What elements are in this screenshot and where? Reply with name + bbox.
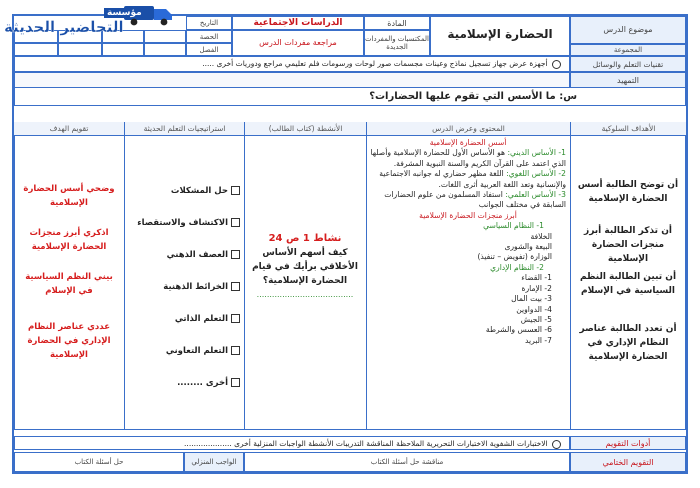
vocab-label: المكتسبات والمفردات الجديدة	[365, 35, 429, 51]
homework-label-cell	[184, 452, 244, 472]
strategy-item	[128, 218, 240, 250]
checkbox-icon[interactable]	[231, 186, 240, 195]
vocab-label-cell	[364, 30, 430, 56]
lesson-topic-label-cell	[570, 16, 686, 44]
list-item: 3- بيت المال	[511, 294, 552, 304]
strategy-item	[128, 346, 240, 378]
list-item: 6- العسس والشرطة	[485, 325, 552, 335]
evaluation-item: وضحي أسس الحضارة الإسلامية	[23, 184, 115, 208]
final-closing: مناقشة حل أسئلة الكتاب	[370, 458, 444, 466]
subject-label: المادة	[387, 19, 407, 28]
grid-cell	[58, 43, 102, 56]
final-closing-cell	[244, 452, 570, 472]
vocab-value: مراجعة مفردات الدرس	[259, 38, 337, 47]
list-item: البيعة والشورى	[504, 242, 552, 252]
checkbox-icon[interactable]	[231, 250, 240, 259]
date-label-cell	[186, 16, 232, 30]
radio-icon[interactable]	[552, 440, 561, 449]
lesson-topic-value: الحضارة الإسلامية	[447, 27, 553, 41]
activity-title: نشاط 1 ص 24	[268, 233, 342, 244]
grid-cell	[144, 43, 186, 56]
lesson-topic-label: موضوع الدرس	[603, 25, 653, 34]
content-p1-text: هو الأساس الأول للحضارة الإسلامية وأصلها الذي اعتمد على القرآن الكريم والسنة النبوية المشرفة.	[370, 148, 566, 168]
strategy-item	[128, 282, 240, 314]
column-divider	[570, 122, 571, 430]
political-heading: 1- النظام السياسي	[483, 221, 544, 231]
strategy-label: حل المشكلات	[170, 186, 228, 196]
strategy-label: الخرائط الذهنية	[163, 282, 228, 292]
assessment-text: الاختبارات الشفوية الاختبارات التحريرية الملاحظة المناقشة التدريبات الأنشطة الواجبات المنزلية أخرى ....................	[184, 439, 548, 448]
strategy-item	[128, 314, 240, 346]
tools-text: أجهزة عرض جهاز تسجيل نماذج وعينات مجسمات صور لوحات ورسومات فلم تعليمي مراجع ودوريات أخرى .....	[202, 59, 548, 68]
strategy-label: أخرى ........	[177, 378, 228, 388]
objective-item: أن تعدد الطالبة عناصر النظام الإداري في الحضارة الإسلامية	[579, 324, 677, 362]
objective-item: أن توضح الطالبة أسس الحضارة الإسلامية	[577, 180, 679, 204]
intro-label-cell	[570, 72, 686, 88]
subject-cell	[232, 16, 364, 30]
col-header-strategies: استراتيجيات التعلم الحديثة	[124, 122, 244, 136]
political-list	[370, 232, 566, 263]
content-p1-label: 1- الأساس الديني:	[507, 148, 566, 158]
checkbox-icon[interactable]	[231, 218, 240, 227]
subject-value: الدراسات الاجتماعية	[253, 18, 343, 28]
period-label-cell	[186, 30, 232, 43]
tools-label-cell	[570, 56, 686, 72]
column-divider	[366, 122, 367, 430]
strategy-item	[128, 250, 240, 282]
list-item: 4- الدواوين	[516, 304, 552, 314]
checkbox-icon[interactable]	[231, 282, 240, 291]
strategy-label: التعلم الذاتي	[174, 314, 228, 324]
column-divider	[244, 122, 245, 430]
checkbox-icon[interactable]	[231, 378, 240, 387]
content-p2-label: 2- الأساس اللغوي:	[506, 169, 566, 179]
strategy-item	[128, 186, 240, 218]
col-header-activity: الأنشطة (كتاب الطالب)	[244, 122, 366, 136]
date-label: التاريخ	[199, 19, 219, 27]
logo	[4, 0, 182, 38]
assessment-cell	[14, 436, 570, 450]
strategy-label: التعلم التعاوني	[165, 346, 228, 356]
col-header-evaluation: تقويم الهدف	[14, 122, 124, 136]
tools-label: تقنيات التعلم والوسائل	[592, 60, 664, 69]
subject-label-cell	[364, 16, 430, 30]
list-item: 2- الإمارة	[521, 283, 552, 293]
content-p1	[370, 148, 566, 169]
content-heading: أسس الحضارة الإسلامية	[429, 138, 507, 147]
list-item: 1- القضاء	[521, 273, 552, 283]
activity-dots: ......................................	[256, 290, 354, 299]
list-item: الوزارة (تفويض – تنفيذ)	[477, 252, 552, 262]
grid-cell	[102, 43, 144, 56]
col-header-content: المحتوى وعرض الدرس	[366, 122, 570, 136]
content-p3-text: استفاد المسلمون من علوم الحضارات السابقة في مختلف الجوانب	[384, 190, 566, 210]
list-item: 5- الجيش	[520, 314, 552, 324]
group-label: المجموعة	[613, 46, 643, 54]
homework-cell	[14, 452, 184, 472]
group-label-cell	[570, 44, 686, 56]
assessment-items	[15, 437, 569, 450]
vocab-cell	[232, 30, 364, 56]
content-p2	[370, 169, 566, 190]
content-p2-text: اللغة مظهر حضاري له جوانبه الاجتماعية والإنسانية وتعد اللغة العربية أثرى اللغات.	[379, 169, 566, 189]
achievements-heading: أبرز منجزات الحضارة الإسلامية	[419, 210, 517, 220]
class-label-cell	[186, 43, 232, 56]
strategies-column	[128, 186, 240, 410]
evaluation-item: عددي عناصر النظام الإداري في الحضارة الإسلامية	[27, 322, 111, 360]
class-label: الفصل	[199, 46, 219, 54]
activity-column	[248, 232, 362, 299]
lesson-topic-cell	[430, 16, 570, 56]
content-column	[370, 138, 566, 346]
admin-heading: 2- النظام الإداري	[490, 262, 544, 272]
objectives-column	[572, 178, 684, 364]
evaluation-item: بيني النظم السياسية في الإسلام	[25, 272, 113, 296]
tools-cell	[14, 56, 570, 72]
final-label: التقويم الختامي	[602, 458, 654, 467]
logo-main-text: التحاضير الحديثة	[4, 18, 124, 36]
objective-item: أن تبين الطالبة النظم السياسية في الإسلام	[579, 272, 677, 296]
intro-cell	[14, 72, 570, 88]
admin-list	[370, 273, 566, 346]
content-p3-label: 3- الأساس العلمي:	[505, 190, 566, 200]
homework-label: الواجب المنزلي	[191, 458, 237, 466]
list-item: 7- البريد	[524, 335, 552, 345]
checkbox-icon[interactable]	[231, 346, 240, 355]
strategy-label: الاكتشاف والاستقصاء	[137, 218, 228, 228]
assessment-label-cell	[570, 436, 686, 450]
list-item: الخلافة	[530, 231, 552, 241]
assessment-label: أدوات التقويم	[605, 439, 651, 448]
content-p3	[370, 190, 566, 211]
column-divider	[124, 122, 125, 430]
final-label-cell	[570, 452, 686, 472]
radio-icon[interactable]	[552, 60, 561, 69]
grid-cell	[14, 43, 58, 56]
intro-question: س: ما الأسس التي تقوم عليها الحضارات؟	[369, 91, 577, 102]
lesson-plan-sheet	[12, 14, 688, 474]
strategy-item	[128, 378, 240, 410]
objective-item: أن تذكر الطالبة أبرز منجزات الحضارة الإسلامية	[584, 226, 672, 264]
intro-label: التمهيد	[617, 76, 639, 85]
checkbox-icon[interactable]	[231, 314, 240, 323]
tools-items	[15, 57, 569, 71]
strategy-label: العصف الذهني	[166, 250, 228, 260]
intro-question-cell	[14, 88, 686, 106]
evaluation-column	[18, 182, 120, 362]
evaluation-item: اذكري أبرز منجزات الحضارة الإسلامية	[29, 228, 109, 252]
homework-value: حل أسئلة الكتاب	[74, 458, 124, 466]
activity-text: كيف أسهم الأساس الأخلاقي برأيك في قيام الحضارة الإسلامية؟	[252, 248, 358, 286]
logo-small-text: مؤسسة	[104, 8, 145, 18]
col-header-objectives: الأهداف السلوكية	[570, 122, 686, 136]
period-label: الحصة	[199, 33, 219, 41]
